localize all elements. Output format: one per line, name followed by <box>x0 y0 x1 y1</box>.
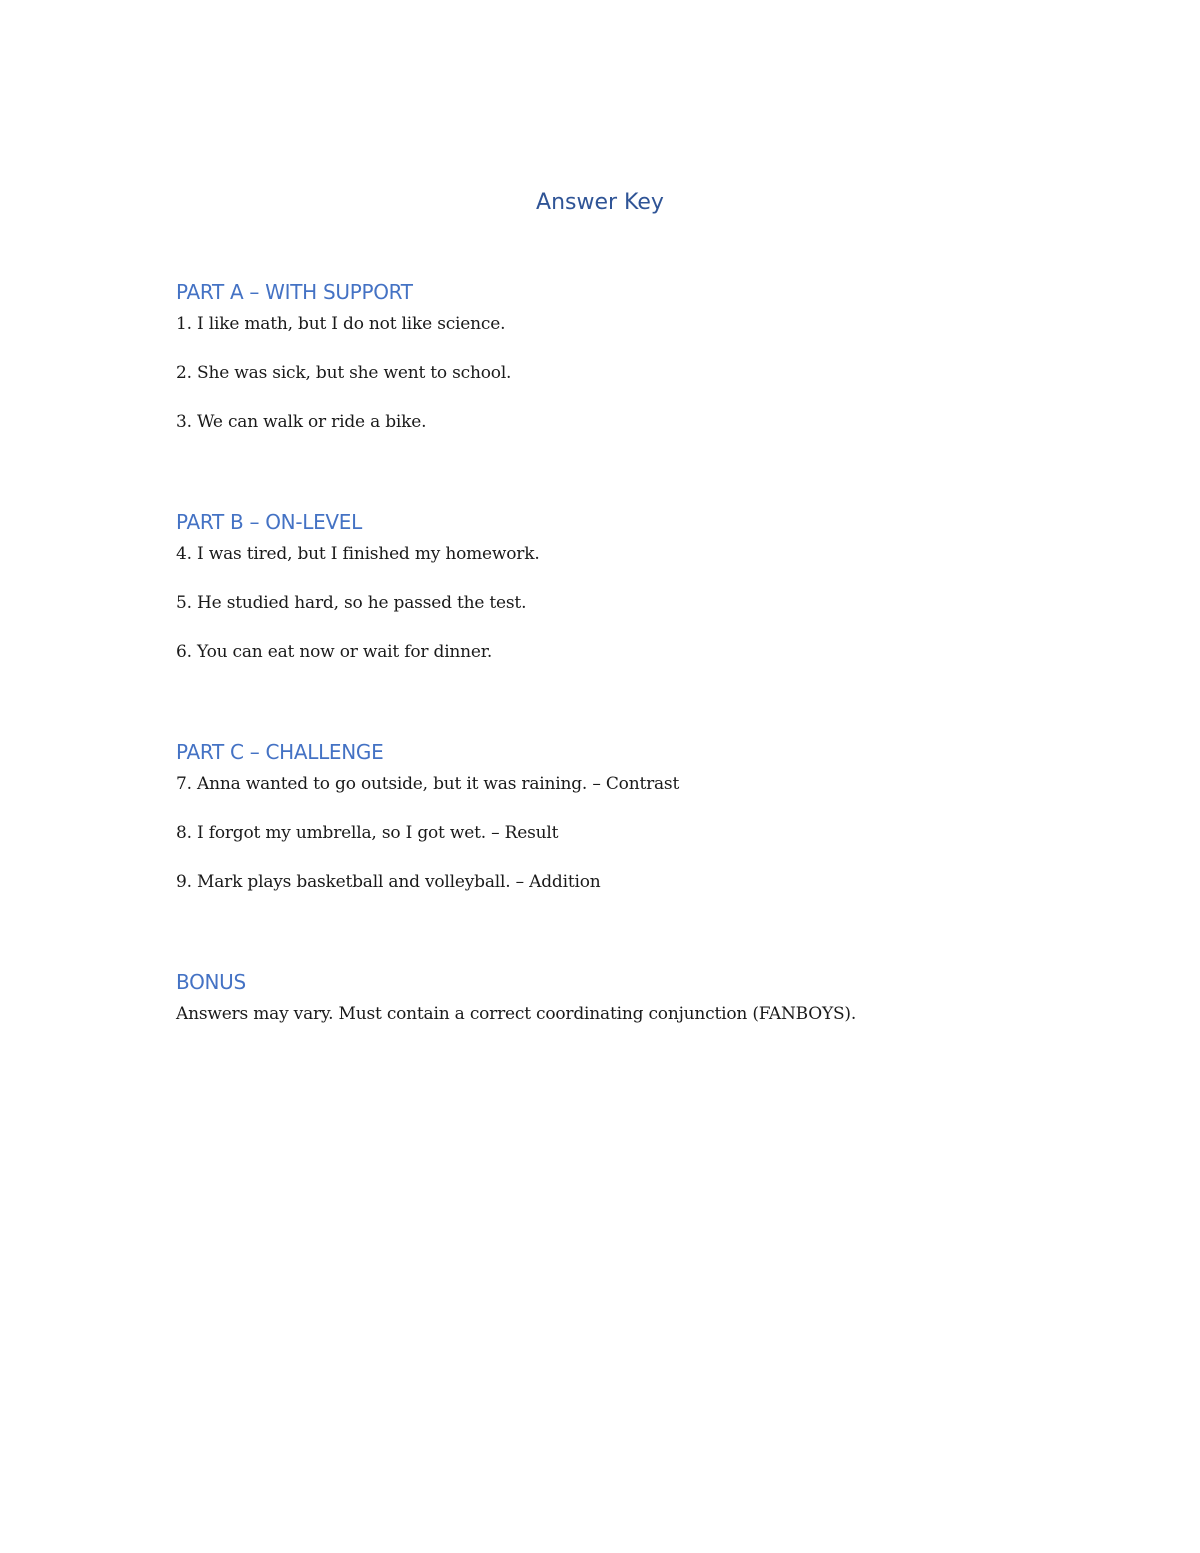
answer-item: 3. We can walk or ride a bike. <box>176 412 427 432</box>
answer-item: 4. I was tired, but I finished my homework. <box>176 544 540 564</box>
section-bonus <box>176 968 1136 1051</box>
answer-item: 1. I like math, but I do not like science. <box>176 314 506 334</box>
section-heading: PART C – CHALLENGE <box>176 740 384 764</box>
section-part-a <box>176 278 1136 459</box>
answer-item: 9. Mark plays basketball and volleyball. – Addition <box>176 872 601 892</box>
page-title: Answer Key <box>536 190 664 215</box>
section-part-c <box>176 738 1136 919</box>
section-heading: PART B – ON-LEVEL <box>176 510 362 534</box>
answer-item: Answers may vary. Must contain a correct coordinating conjunction (FANBOYS). <box>176 1004 857 1024</box>
answer-item: 7. Anna wanted to go outside, but it was raining. – Contrast <box>176 774 680 794</box>
answer-item: 5. He studied hard, so he passed the test. <box>176 593 527 613</box>
section-part-b <box>176 508 1136 689</box>
answer-item: 2. She was sick, but she went to school. <box>176 363 512 383</box>
section-heading: PART A – WITH SUPPORT <box>176 280 413 304</box>
answer-item: 8. I forgot my umbrella, so I got wet. – Result <box>176 823 559 843</box>
section-heading: BONUS <box>176 970 246 994</box>
answer-item: 6. You can eat now or wait for dinner. <box>176 642 493 662</box>
